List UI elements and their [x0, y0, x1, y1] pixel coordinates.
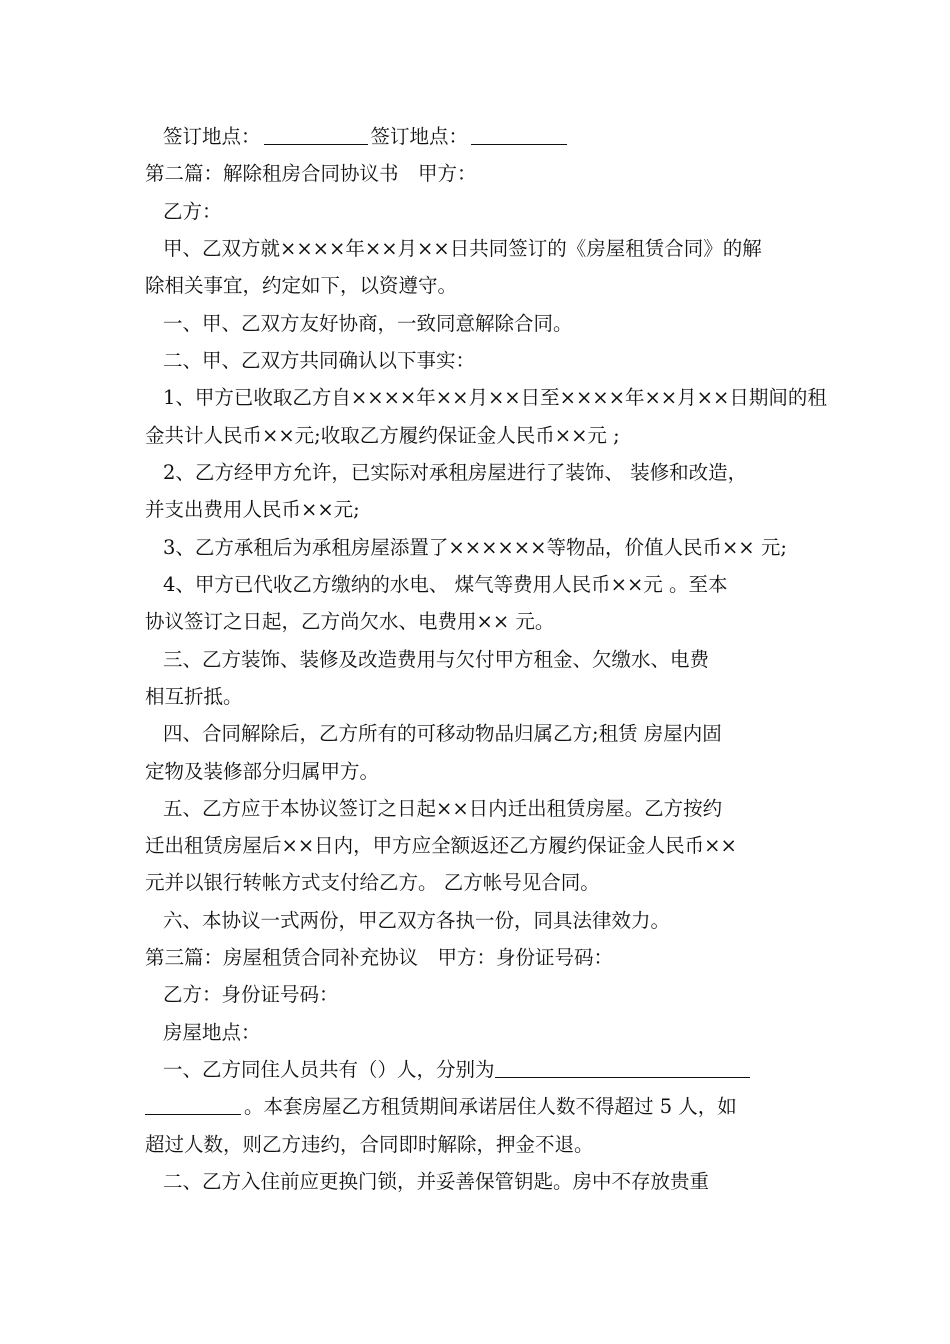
paragraph-line: 迁出租赁房屋后××日内，甲方应全额返还乙方履约保证金人民币××	[145, 834, 737, 857]
fill-blank	[495, 1057, 750, 1078]
paragraph-line: 1、甲方已收取乙方自××××年××月××日至××××年××月××日期间的租	[163, 386, 827, 409]
paragraph-line: 甲、乙双方就××××年××月××日共同签订的《房屋租赁合同》的解	[163, 237, 762, 260]
paragraph-line: 3、乙方承租后为承租房屋添置了××××××等物品，价值人民币×× 元;	[163, 536, 787, 559]
paragraph-text: 。本套房屋乙方租赁期间承诺居住人数不得超过 5 人，如	[244, 1095, 737, 1118]
party-line: 乙方：身份证号码：	[163, 983, 339, 1006]
section-heading: 第二篇：解除租房合同协议书 甲方：	[145, 162, 477, 185]
paragraph-line: 六、本协议一式两份，甲乙双方各执一份，同具法律效力。	[163, 909, 671, 932]
signing-place-label: 签订地点：	[163, 125, 261, 148]
section-heading: 第三篇：房屋租赁合同补充协议 甲方：身份证号码：	[145, 946, 614, 969]
paragraph-line: 二、乙方入住前应更换门锁，并妥善保管钥匙。房中不存放贵重	[163, 1170, 710, 1193]
paragraph-line: 定物及装修部分归属甲方。	[145, 760, 380, 783]
paragraph-line: 三、乙方装饰、装修及改造费用与欠付甲方租金、欠缴水、电费	[163, 648, 710, 671]
paragraph-line: 元并以银行转帐方式支付给乙方。 乙方帐号见合同。	[145, 871, 600, 894]
party-line: 房屋地点：	[163, 1021, 261, 1044]
paragraph-line: 五、乙方应于本协议签订之日起××日内迁出租赁房屋。乙方按约	[163, 797, 723, 820]
paragraph-line: 4、甲方已代收乙方缴纳的水电、 煤气等费用人民币××元 。至本	[163, 573, 728, 596]
paragraph-line: 并支出费用人民币××元;	[145, 498, 360, 521]
paragraph-line: 一、甲、乙双方友好协商，一致同意解除合同。	[163, 312, 573, 335]
signing-place-line	[163, 122, 833, 152]
signing-place-label: 签订地点：	[370, 125, 469, 148]
fill-blank	[471, 124, 567, 145]
fill-blank	[264, 124, 368, 145]
fill-blank	[145, 1094, 241, 1115]
paragraph-line: 四、合同解除后，乙方所有的可移动物品归属乙方;租赁 房屋内固	[163, 722, 722, 745]
paragraph-line: 协议签订之日起，乙方尚欠水、电费用×× 元。	[145, 610, 555, 633]
paragraph-line: 二、甲、乙双方共同确认以下事实：	[163, 349, 476, 372]
paragraph-line: 2、乙方经甲方允许，已实际对承租房屋进行了装饰、 装修和改造，	[163, 461, 748, 484]
paragraph-line: 超过人数，则乙方违约，合同即时解除，押金不退。	[145, 1133, 594, 1156]
paragraph-text: 一、乙方同住人员共有（）人，分别为	[163, 1058, 495, 1081]
paragraph-line: 除相关事宜，约定如下，以资遵守。	[145, 274, 458, 297]
party-line: 乙方：	[163, 200, 222, 223]
paragraph-line: 相互折抵。	[145, 685, 243, 708]
paragraph-line	[145, 1092, 815, 1122]
paragraph-line	[163, 1055, 833, 1085]
paragraph-line: 金共计人民币××元;收取乙方履约保证金人民币××元 ;	[145, 424, 620, 447]
